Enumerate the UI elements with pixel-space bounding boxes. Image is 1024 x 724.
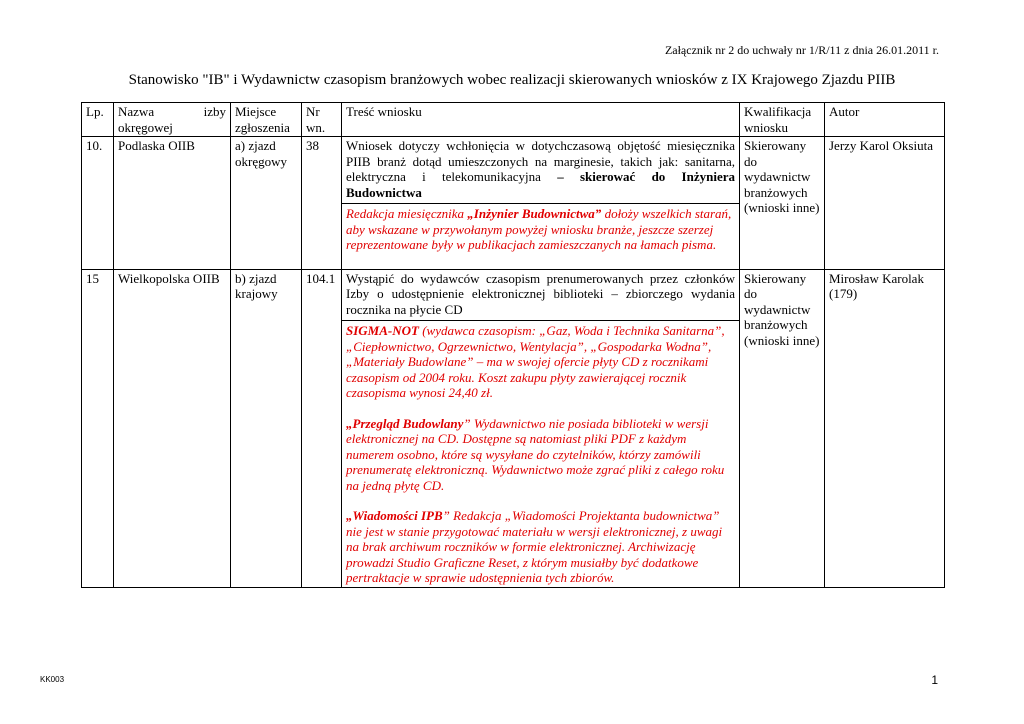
response-text: ” Wydawnictwo nie posiada biblioteki w wersji elektronicznej na CD. Dostępne są natomiast pliki PDF z każdym numerem osobno, które są wysyłane do czytelników, którzy zamówili prenumeratę elektroniczną. Wydawnictwo może zgrać pliki z całego roku na jedną płytę CD.: [346, 415, 725, 493]
response-text-b: dołoży wszelkich starań, aby wskazane w przywołanym powyżej wniosku branże, jeszcze szerzej reprezentowane były w publikacjach zamieszczanych na łamach pisma.: [346, 206, 732, 252]
cell-miejsce: b) zjazd krajowy: [231, 269, 302, 587]
table-row: [82, 137, 945, 270]
response-text-a: Redakcja miesięcznika: [346, 206, 468, 221]
motion-text-directive: – skierować do Inżyniera Budownictwa: [346, 169, 735, 200]
cell-nr: 104.1: [302, 269, 342, 587]
publisher-name: „Przegląd Budowlany: [346, 415, 464, 431]
header-kwalifikacja: Kwalifikacja wniosku: [740, 103, 825, 137]
publisher-response: [342, 320, 739, 586]
motion-text-main: Wniosek dotyczy wchłonięcia w dotychczasową objętość miesięcznika PIIB branż dotąd umieszczonych na marginesie, takich jak: sanitarna, elektryczna i telekomunikacyjna: [346, 138, 735, 184]
publisher-name: „Wiadomości IPB: [346, 508, 443, 523]
response-publication: „Inżynier Budownictwa”: [467, 206, 602, 221]
response-wiadomosci-ipb: [346, 508, 735, 586]
document-title: Stanowisko "IB" i Wydawnictw czasopism branżowych wobec realizacji skierowanych wniosków z IX Krajowego Zjazdu PIIB: [128, 72, 896, 88]
cell-autor: Jerzy Karol Oksiuta: [825, 137, 945, 270]
publisher-response: [342, 203, 739, 253]
header-izba: [114, 103, 231, 137]
publisher-name: SIGMA-NOT: [346, 323, 419, 338]
header-izba-word1: Nazwa: [118, 104, 155, 119]
footer-code: KK003: [40, 675, 65, 684]
cell-izba: Podlaska OIIB: [114, 137, 231, 270]
motions-table: [81, 102, 945, 588]
cell-lp: 15: [82, 269, 114, 587]
cell-tresc: [342, 269, 740, 587]
cell-tresc: [342, 137, 740, 270]
cell-kwalifikacja: Skierowany do wydawnictw branżowych (wnioski inne): [740, 269, 825, 587]
response-sigma-not: [346, 323, 735, 401]
header-izba-word3: okręgowej: [118, 119, 173, 135]
motion-text: [346, 138, 735, 200]
cell-izba: Wielkopolska OIIB: [114, 269, 231, 587]
response-text: ” Redakcja „Wiadomości Projektanta budownictwa” nie jest w stanie przygotować materiału w wersji elektronicznej, z uwagi na brak archiwum roczników w formie elektronicznej. Archiwizację prowadzi Studio Graficzne Reset, z którym musiałby być dodatkowe pertraktacje w sprawie udostępnienia tych zbiorów.: [346, 508, 723, 585]
cell-miejsce: a) zjazd okręgowy: [231, 137, 302, 270]
header-izba-word2: izby: [203, 104, 226, 119]
cell-kwalifikacja: Skierowany do wydawnictw branżowych (wnioski inne): [740, 137, 825, 270]
header-tresc: Treść wniosku: [342, 103, 740, 137]
header-lp: Lp.: [82, 103, 114, 137]
cell-nr: 38: [302, 137, 342, 270]
annex-reference: Załącznik nr 2 do uchwały nr 1/R/11 z dnia 26.01.2011 r.: [664, 43, 939, 57]
table-header-row: [82, 103, 945, 137]
motion-text: Wystąpić do wydawców czasopism prenumerowanych przez członków Izby o udostępnienie elektronicznej biblioteki – zbiorczego wydania rocznika na płycie CD: [346, 270, 735, 317]
response-text: (wydawca czasopism: „Gaz, Woda i Technika Sanitarna”, „Ciepłownictwo, Ogrzewnictwo, Wentylacja”, „Gospodarka Wodna”, „Materiały Budowlane” – ma w swojej ofercie płyty CD z rocznikami czasopism od 2004 roku. Koszt zakupu płyty zawierającej rocznik czasopisma wynosi 24,40 zł.: [346, 323, 725, 400]
header-miejsce: Miejsce zgłoszenia: [231, 103, 302, 137]
cell-autor: Mirosław Karolak (179): [825, 269, 945, 587]
cell-lp: 10.: [82, 137, 114, 270]
page-number: 1: [931, 673, 938, 687]
header-autor: Autor: [825, 103, 945, 137]
table-row: [82, 269, 945, 587]
response-przeglad-budowlany: [346, 416, 735, 494]
header-nr: Nr wn.: [302, 103, 342, 137]
